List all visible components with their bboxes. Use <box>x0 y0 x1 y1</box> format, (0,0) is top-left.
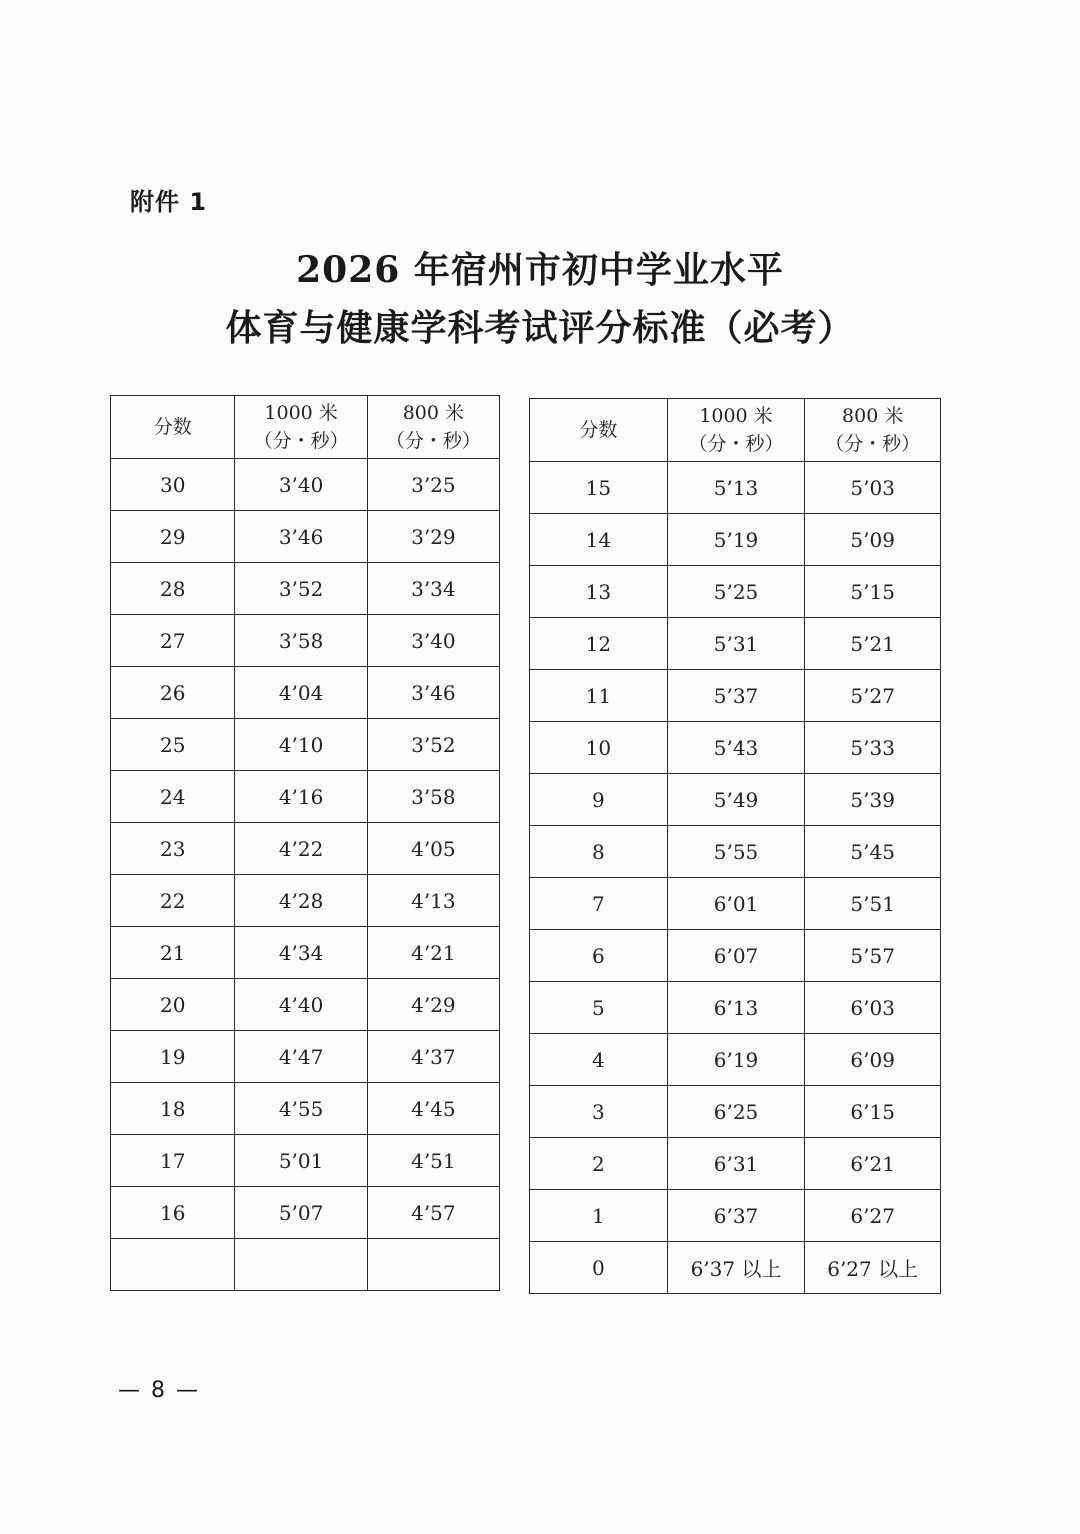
cell-score <box>111 1239 235 1291</box>
table-row <box>530 1242 941 1294</box>
cell-1000m: 4’55 <box>235 1083 367 1135</box>
document-title-line2: 体育与健康学科考试评分标准（必考） <box>225 307 855 349</box>
cell-score: 16 <box>111 1187 235 1239</box>
table-row <box>530 878 941 930</box>
cell-800m: 4’45 <box>367 1083 499 1135</box>
cell-score: 27 <box>111 615 235 667</box>
cell-800m: 4’29 <box>367 979 499 1031</box>
table-row <box>111 875 500 927</box>
cell-1000m: 4’28 <box>235 875 367 927</box>
cell-1000m: 3’58 <box>235 615 367 667</box>
cell-score: 15 <box>530 462 668 514</box>
cell-1000m: 6’19 <box>667 1034 805 1086</box>
cell-800m <box>367 1239 499 1291</box>
cell-score: 7 <box>530 878 668 930</box>
header-1000m <box>667 399 805 462</box>
cell-score: 11 <box>530 670 668 722</box>
cell-1000m: 6’13 <box>667 982 805 1034</box>
cell-800m: 6’15 <box>805 1086 941 1138</box>
cell-score: 10 <box>530 722 668 774</box>
cell-score: 23 <box>111 823 235 875</box>
cell-1000m: 5’49 <box>667 774 805 826</box>
cell-1000m: 5’01 <box>235 1135 367 1187</box>
cell-800m: 5’15 <box>805 566 941 618</box>
cell-score: 30 <box>111 459 235 511</box>
header-score: 分数 <box>530 399 668 462</box>
table-header-row <box>111 396 500 459</box>
cell-800m: 3’29 <box>367 511 499 563</box>
table-row <box>530 982 941 1034</box>
table-row <box>530 930 941 982</box>
header-800m-label: 800 米 <box>402 402 465 424</box>
cell-1000m: 4’16 <box>235 771 367 823</box>
table-row <box>530 462 941 514</box>
cell-1000m: 3’52 <box>235 563 367 615</box>
table-row <box>530 670 941 722</box>
table-row <box>111 511 500 563</box>
page-number: — 8 — <box>118 1378 200 1403</box>
header-800m <box>805 399 941 462</box>
header-1000m-label: 1000 米 <box>699 405 773 427</box>
table-row <box>530 1034 941 1086</box>
cell-800m: 5’27 <box>805 670 941 722</box>
cell-1000m: 6’37 以上 <box>667 1242 805 1294</box>
cell-800m: 6’09 <box>805 1034 941 1086</box>
cell-800m: 6’27 <box>805 1190 941 1242</box>
table-row <box>111 1031 500 1083</box>
table-row <box>530 514 941 566</box>
table-row <box>530 774 941 826</box>
cell-score: 1 <box>530 1190 668 1242</box>
cell-1000m: 3’46 <box>235 511 367 563</box>
header-1000m-label: 1000 米 <box>264 402 338 424</box>
cell-800m: 4’21 <box>367 927 499 979</box>
cell-800m: 3’58 <box>367 771 499 823</box>
cell-1000m: 6’31 <box>667 1138 805 1190</box>
cell-1000m <box>235 1239 367 1291</box>
cell-800m: 6’27 以上 <box>805 1242 941 1294</box>
score-table-left <box>110 395 500 1291</box>
table-row <box>111 1239 500 1291</box>
cell-800m: 3’46 <box>367 667 499 719</box>
header-800m-unit: （分・秒） <box>825 433 921 455</box>
cell-1000m: 6’01 <box>667 878 805 930</box>
cell-score: 26 <box>111 667 235 719</box>
table-row <box>530 1190 941 1242</box>
cell-800m: 6’21 <box>805 1138 941 1190</box>
cell-800m: 4’57 <box>367 1187 499 1239</box>
cell-800m: 5’45 <box>805 826 941 878</box>
cell-score: 9 <box>530 774 668 826</box>
header-1000m-unit: （分・秒） <box>688 433 784 455</box>
table-row <box>111 615 500 667</box>
cell-1000m: 5’19 <box>667 514 805 566</box>
header-score: 分数 <box>111 396 235 459</box>
cell-score: 25 <box>111 719 235 771</box>
cell-800m: 6’03 <box>805 982 941 1034</box>
cell-800m: 4’37 <box>367 1031 499 1083</box>
cell-1000m: 5’13 <box>667 462 805 514</box>
cell-800m: 5’39 <box>805 774 941 826</box>
cell-1000m: 5’25 <box>667 566 805 618</box>
cell-score: 17 <box>111 1135 235 1187</box>
cell-1000m: 4’22 <box>235 823 367 875</box>
cell-1000m: 4’47 <box>235 1031 367 1083</box>
cell-score: 19 <box>111 1031 235 1083</box>
cell-800m: 5’09 <box>805 514 941 566</box>
table-row <box>111 1083 500 1135</box>
cell-score: 21 <box>111 927 235 979</box>
cell-1000m: 5’07 <box>235 1187 367 1239</box>
cell-1000m: 4’10 <box>235 719 367 771</box>
table-row <box>111 823 500 875</box>
table-row <box>530 566 941 618</box>
cell-800m: 5’51 <box>805 878 941 930</box>
cell-1000m: 4’34 <box>235 927 367 979</box>
cell-800m: 5’21 <box>805 618 941 670</box>
attachment-label: 附件 1 <box>130 188 208 216</box>
cell-score: 3 <box>530 1086 668 1138</box>
score-table-left-body <box>111 459 500 1291</box>
cell-score: 29 <box>111 511 235 563</box>
table-row <box>111 719 500 771</box>
cell-800m: 5’33 <box>805 722 941 774</box>
cell-800m: 5’03 <box>805 462 941 514</box>
table-header-row <box>530 399 941 462</box>
header-1000m <box>235 396 367 459</box>
score-table-right-body <box>530 462 941 1294</box>
cell-800m: 4’13 <box>367 875 499 927</box>
table-row <box>111 771 500 823</box>
cell-score: 28 <box>111 563 235 615</box>
cell-1000m: 4’40 <box>235 979 367 1031</box>
cell-score: 18 <box>111 1083 235 1135</box>
score-table-right <box>529 398 941 1294</box>
table-row <box>530 826 941 878</box>
table-row <box>530 1138 941 1190</box>
table-row <box>530 618 941 670</box>
cell-1000m: 5’55 <box>667 826 805 878</box>
cell-800m: 3’40 <box>367 615 499 667</box>
cell-1000m: 5’43 <box>667 722 805 774</box>
table-row <box>111 1187 500 1239</box>
table-row <box>111 979 500 1031</box>
cell-1000m: 6’37 <box>667 1190 805 1242</box>
cell-800m: 3’25 <box>367 459 499 511</box>
table-row <box>111 563 500 615</box>
cell-score: 8 <box>530 826 668 878</box>
cell-score: 22 <box>111 875 235 927</box>
cell-800m: 3’52 <box>367 719 499 771</box>
header-800m <box>367 396 499 459</box>
header-800m-unit: （分・秒） <box>385 430 481 452</box>
table-row <box>530 722 941 774</box>
cell-score: 5 <box>530 982 668 1034</box>
cell-score: 12 <box>530 618 668 670</box>
cell-score: 13 <box>530 566 668 618</box>
cell-800m: 5’57 <box>805 930 941 982</box>
cell-score: 6 <box>530 930 668 982</box>
header-800m-label: 800 米 <box>842 405 904 427</box>
table-row <box>111 1135 500 1187</box>
table-row <box>111 667 500 719</box>
table-row <box>530 1086 941 1138</box>
cell-800m: 4’51 <box>367 1135 499 1187</box>
cell-1000m: 3’40 <box>235 459 367 511</box>
cell-score: 0 <box>530 1242 668 1294</box>
cell-800m: 4’05 <box>367 823 499 875</box>
header-1000m-unit: （分・秒） <box>253 430 349 452</box>
cell-score: 20 <box>111 979 235 1031</box>
cell-800m: 3’34 <box>367 563 499 615</box>
cell-1000m: 5’37 <box>667 670 805 722</box>
document-title-line1: 2026 年宿州市初中学业水平 <box>296 249 784 291</box>
table-row <box>111 459 500 511</box>
cell-score: 24 <box>111 771 235 823</box>
cell-score: 4 <box>530 1034 668 1086</box>
table-row <box>111 927 500 979</box>
cell-score: 14 <box>530 514 668 566</box>
cell-1000m: 6’07 <box>667 930 805 982</box>
cell-1000m: 6’25 <box>667 1086 805 1138</box>
cell-1000m: 4’04 <box>235 667 367 719</box>
cell-1000m: 5’31 <box>667 618 805 670</box>
cell-score: 2 <box>530 1138 668 1190</box>
